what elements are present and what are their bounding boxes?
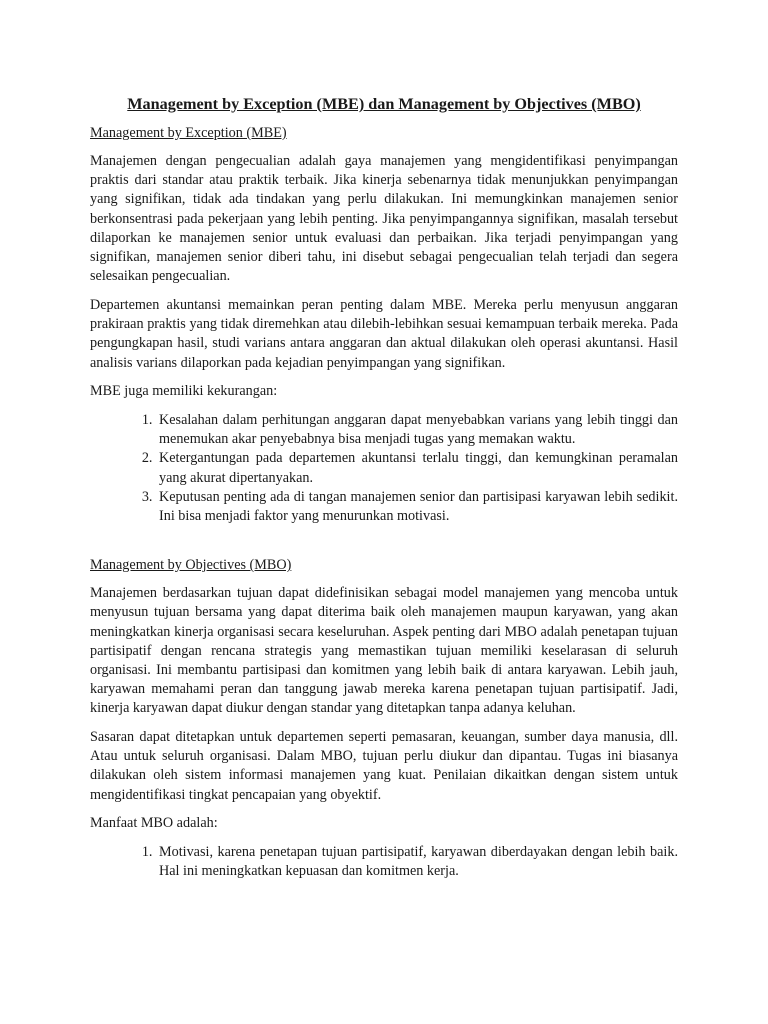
section-heading-mbo: Management by Objectives (MBO) (90, 557, 292, 574)
numbered-list-mbe-drawbacks (90, 411, 678, 526)
list-item: 3. Keputusan penting ada di tangan manajemen senior dan partisipasi karyawan lebih sedikit. Ini bisa menjadi faktor yang menurunkan motivasi. (156, 488, 678, 526)
document-title: Management by Exception (MBE) dan Management by Objectives (MBO) (127, 95, 641, 113)
document-page (90, 94, 678, 882)
section-mbo (90, 555, 678, 881)
list-item: 1. Motivasi, karena penetapan tujuan partisipatif, karyawan diberdayakan dengan lebih baik. Hal ini meningkatkan kepuasan dan komitmen kerja. (156, 843, 678, 881)
list-intro: MBE juga memiliki kekurangan: (90, 383, 278, 400)
paragraph: Sasaran dapat ditetapkan untuk departemen seperti pemasaran, keuangan, sumber daya manusia, dll. Atau untuk seluruh organisasi. Dalam MBO, tujuan perlu diukur dan dipantau. Tugas ini biasanya dilakukan oleh sistem informasi manajemen yang kuat. Penilaian dikaitkan dengan sistem untuk mengidentifikasi tingkat pencapaian yang obyektif. (90, 729, 678, 803)
numbered-list-mbo-benefits (90, 843, 678, 881)
list-item: 1. Kesalahan dalam perhitungan anggaran dapat menyebabkan varians yang lebih tinggi dan menemukan akar penyebabnya bisa menjadi tugas yang memakan waktu. (156, 411, 678, 449)
paragraph: Manajemen berdasarkan tujuan dapat didefinisikan sebagai model manajemen yang mencoba untuk menyusun tujuan bersama yang dapat diterima baik oleh manajemen maupun karyawan, yang akan meningkatkan kinerja organisasi secara keseluruhan. Aspek penting dari MBO adalah penetapan tujuan partisipatif dengan rencana strategis yang memastikan tujuan memiliki keselarasan di seluruh organisasi. Ini membantu partisipasi dan komitmen yang lebih baik di antara karyawan. Lebih jauh, karyawan memahami peran dan tanggung jawab mereka karena penetapan tujuan partisipatif. Jadi, kinerja karyawan dapat diukur dengan standar yang ditetapkan tanpa adanya keluhan. (90, 585, 678, 717)
paragraph: Departemen akuntansi memainkan peran penting dalam MBE. Mereka perlu menyusun anggaran prakiraan praktis yang tidak diremehkan atau dilebih-lebihkan sesuai kemampuan terbaik mereka. Pada pengungkapan hasil, studi varians antara anggaran dan aktual dilakukan oleh operasi akuntansi. Hasil analisis varians dilaporkan pada kejadian penyimpangan yang signifikan. (90, 296, 678, 371)
paragraph: Manajemen dengan pengecualian adalah gaya manajemen yang mengidentifikasi penyimpangan praktis dari standar atau praktik terbaik. Jika kinerja sebenarnya tidak menunjukkan penyimpangan yang signifikan, tidak ada tindakan yang perlu dilakukan. Ini memungkinkan manajemen senior berkonsentrasi pada pekerjaan yang lebih penting. Jika penyimpangannya signifikan, masalah tersebut dilaporkan ke manajemen senior untuk evaluasi dan perbaikan. Jika terjadi penyimpangan yang signifikan, manajemen senior diberi tahu, ini disebut sebagai pengecualian telah terjadi dan segera selesaikan pengecualian. (90, 153, 678, 285)
list-intro: Manfaat MBO adalah: (90, 815, 218, 832)
list-item: 2. Ketergantungan pada departemen akuntansi terlalu tinggi, dan kemungkinan peramalan yang akurat dipertanyakan. (156, 449, 678, 487)
section-mbe (90, 123, 678, 526)
section-heading-mbe: Management by Exception (MBE) (90, 125, 287, 141)
